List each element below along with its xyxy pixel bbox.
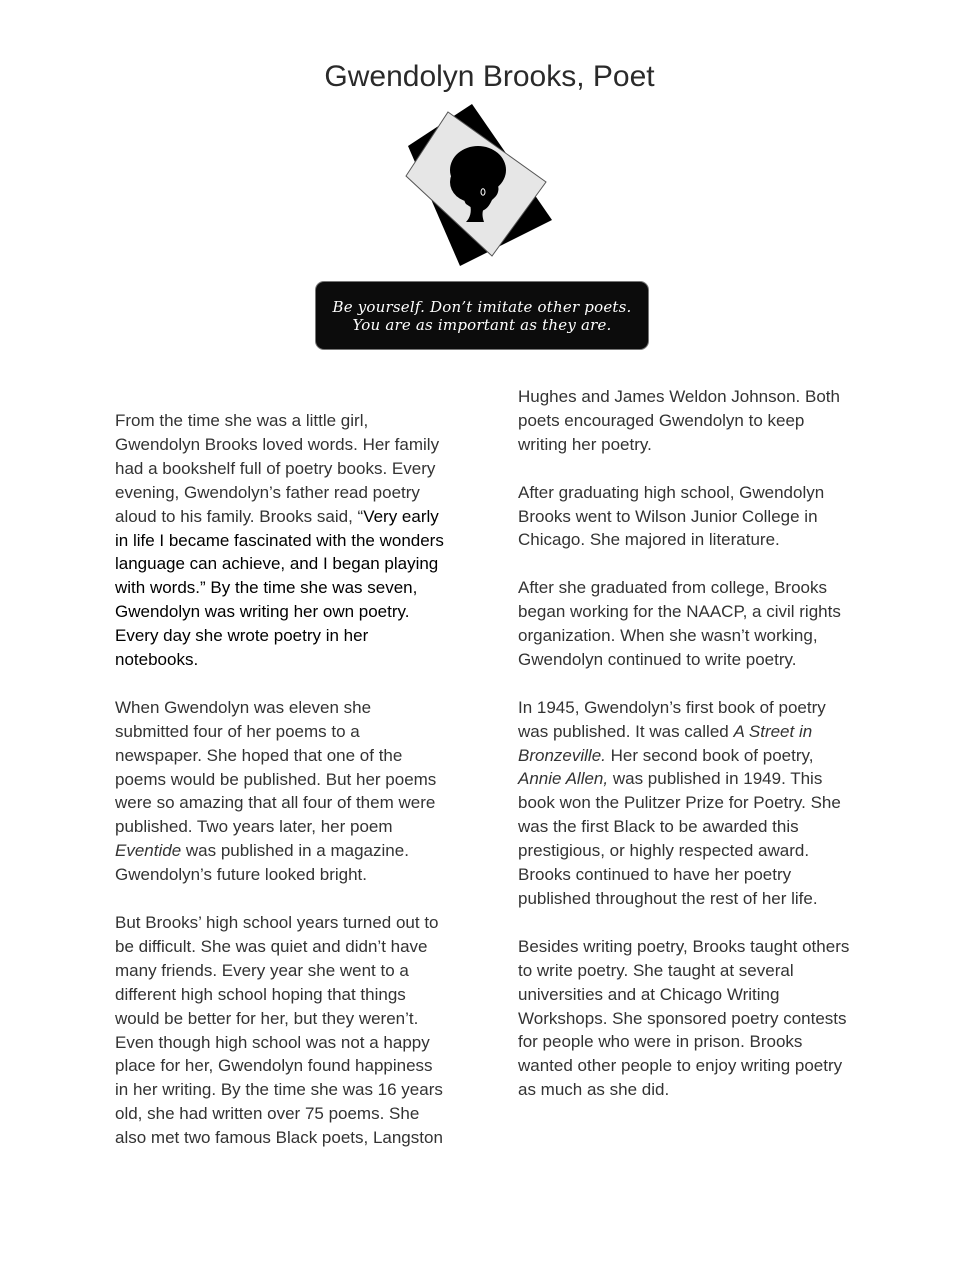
paragraph: But Brooks’ high school years turned out to be difficult. She was quiet and didn’t have many friends. Every year she went to a different high school hoping that things would be better for her, but they weren’t. Even though high school was not a happy place for her, Gwendolyn found happiness in her writing. By the time she was 16 years old, she had written over 75 poems. She also met two famous Black poets, Langston [115, 913, 443, 1148]
quote-line-2: You are as important as they are. [352, 315, 612, 334]
paragraph: After graduating high school, Gwendolyn Brooks went to Wilson Junior College in Chicago. She majored in literature. [518, 482, 825, 550]
paragraph: When Gwendolyn was eleven she submitted four of her poems to a newspaper. She hoped that one of the poems would be published. But her poems were so amazing that all four of them were published. Two years later, her poem Eventide was published in a magazine. Gwendolyn’s future looked bright. [115, 697, 437, 885]
silhouette-portrait-illustration [400, 100, 560, 270]
paragraph: Besides writing poetry, Brooks taught others to write poetry. She taught at several universities and at Chicago Writing Workshops. She sponsored poetry contests for people who were in prison. Brooks wanted other people to enjoy writing poetry as much as she did. [518, 936, 850, 1100]
paragraph: After she graduated from college, Brooks began working for the NAACP, a civil rights organization. When she wasn’t working, Gwendolyn continued to write poetry. [518, 578, 841, 669]
paragraph: In 1945, Gwendolyn’s first book of poetry was published. It was called A Street in Bronzeville. Her second book of poetry, Annie Allen, was published in 1949. This book won the Pulitzer Prize for Poetry. She was the first Black to be awarded this prestigious, or highly respected award. Brooks continued to have her poetry published throughout the rest of her life. [518, 697, 841, 908]
quote-line-1: Be yourself. Don’t imitate other poets. [332, 297, 632, 316]
left-column [115, 409, 465, 1174]
poem-title: Eventide [115, 841, 182, 861]
paragraph: From the time she was a little girl, Gwendolyn Brooks loved words. Her family had a bookshelf full of poetry books. Every evening, Gwendolyn’s father read poetry aloud to his family. Brooks said, “Very early in life I became fascinated with the wonders language can achieve, and I began playing with words.” By the time she was seven, Gwendolyn was writing her own poetry. Every day she wrote poetry in her notebooks. [115, 411, 444, 670]
book-title: Annie Allen, [518, 769, 609, 789]
quote-banner [316, 282, 648, 349]
book-title: A Street in Bronzeville. [518, 721, 813, 765]
paragraph: Hughes and James Weldon Johnson. Both poets encouraged Gwendolyn to keep writing her poetry. [518, 387, 840, 454]
page-title: Gwendolyn Brooks, Poet [324, 60, 655, 93]
right-column [518, 385, 868, 1126]
